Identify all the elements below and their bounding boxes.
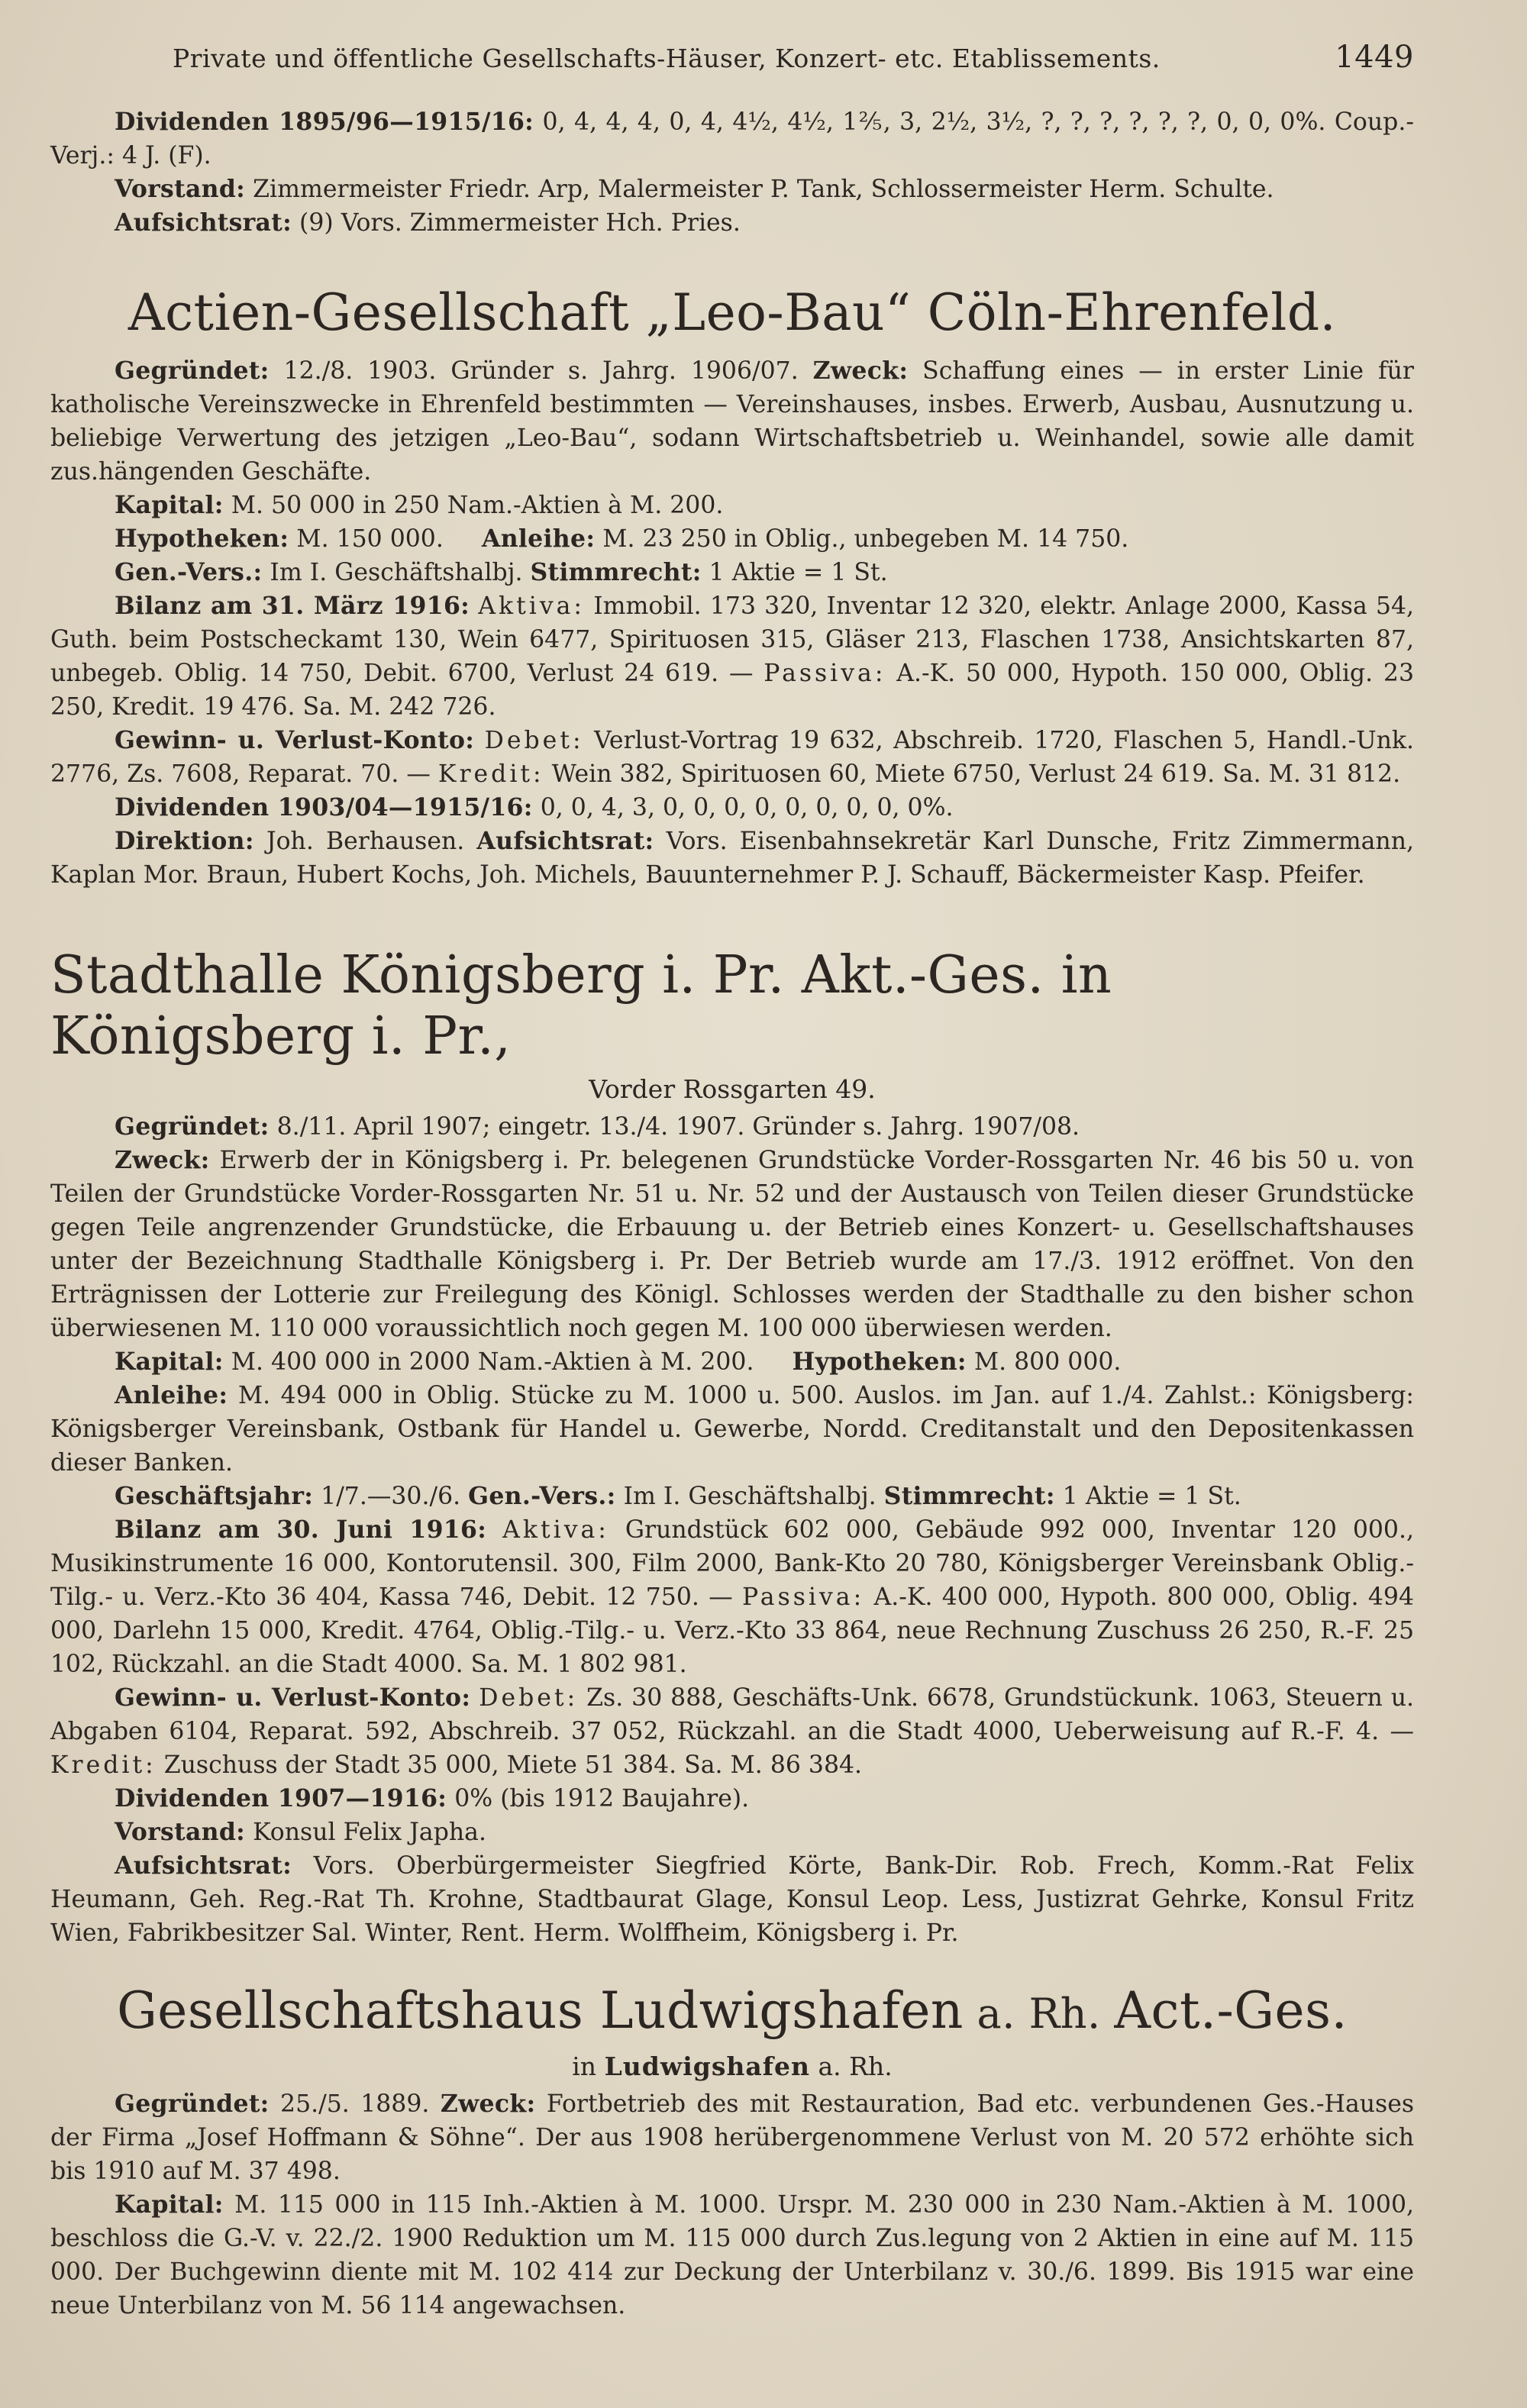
mortgage-text: M. 150 000. <box>289 525 451 553</box>
purpose-label: Zweck: <box>115 1146 210 1174</box>
direction-label: Direktion: <box>115 827 254 855</box>
supervisory-label: Aufsichtsrat: <box>115 1851 292 1880</box>
direction-text: Joh. Berhausen. <box>253 828 477 855</box>
capital-label: Kapital: <box>115 1348 224 1376</box>
fiscal-year-paragraph <box>50 1480 1414 1513</box>
balance-paragraph <box>50 589 1414 724</box>
mortgage-text: M. 800 000. <box>966 1348 1122 1376</box>
dividends-paragraph <box>50 105 1414 173</box>
entry-title <box>50 1980 1414 2045</box>
supervisory-paragraph <box>50 206 1414 240</box>
page-number: 1449 <box>1335 40 1414 75</box>
dividends-paragraph <box>50 1782 1414 1816</box>
title-end: Act.-Ges. <box>1114 1981 1348 2040</box>
debit-label: Debet: <box>484 727 584 754</box>
supervisory-label: Aufsichtsrat: <box>476 827 654 855</box>
founded-text: 25./5. 1889. <box>269 2090 441 2118</box>
credit-label: Kredit: <box>437 760 544 788</box>
supervisory-text: (9) Vors. Zimmermeister Hch. Pries. <box>292 209 741 237</box>
balance-label: Bilanz am 31. März 1916: <box>115 592 470 620</box>
vote-label: Stimmrecht: <box>883 1482 1055 1510</box>
fiscal-year-label: Geschäftsjahr: <box>115 1482 314 1510</box>
mortgage-paragraph <box>50 522 1414 556</box>
gv-text: Im I. Geschäftshalbj. <box>615 1483 884 1510</box>
debit-text: Verlust-Vortrag 19 632, Abschreib. 1720, Flaschen 5, Handl.-Unk. 2776, Zs. 7608, Reparat. 70. — <box>50 727 1415 788</box>
dividends-text: 0, 4, 4, 4, 0, 4, 4½, 4½, 1⅖, 3, 2½, 3½, ?, ?, ?, ?, ?, ?, 0, 0, 0%. Coup.-Verj.: 4 J. (F). <box>50 108 1414 169</box>
dividends-paragraph <box>50 791 1414 825</box>
entry-stadthalle-koenigsberg <box>50 945 1414 1950</box>
assets-text: Grundstück 602 000, Gebäude 992 000, Inventar 120 000., Musikinstrumente 16 000, Kontorutensil. 300, Film 2000, Bank-Kto 20 780, Königsberger Vereinsbank Oblig.-Tilg.- u. Verz.-Kto 36 404, Kassa 746, Debit. 12 750. — <box>50 1516 1414 1611</box>
balance-paragraph <box>50 1513 1414 1681</box>
entry-title: Stadthalle Königsberg i. Pr. Akt.-Ges. in Königsberg i. Pr., <box>50 945 1112 1067</box>
purpose-text: Erwerb der in Königsberg i. Pr. belegenen Grundstücke Vorder-Rossgarten Nr. 46 bis 50 u. von Teilen der Grundstücke Vorder-Rossgarten Nr. 51 u. Nr. 52 und der Austausch von Teilen dieser Grundstücke gegen Teile angrenzender Grundstücke, die Erbauung u. der Betrieb eines Konzert- u. Gesellschaftshauses unter der Bezeichnung Stadthalle Königsberg i. Pr. Der Betrieb wurde am 17./3. 1912 eröffnet. Von den Erträgnissen der Lotterie zur Freilegung des Königl. Schlosses werden der Stadthalle zu den bisher schon überwiesenen M. 110 000 voraussichtlich noch gegen M. 100 000 überwiesen werden. <box>50 1147 1414 1342</box>
fiscal-year-text: 1/7.—30./6. <box>313 1483 469 1510</box>
gv-label: Gen.-Vers.: <box>468 1482 616 1510</box>
liabilities-text: A.-K. 400 000, Hypoth. 800 000, Oblig. 494 000, Darlehn 15 000, Kredit. 4764, Oblig.-Tilg.- u. Verz.-Kto 33 864, neue Rechnung Zuschuss 26 250, R.-F. 25 102, Rückzahl. an die Stadt 4000. Sa. M. 1 802 981. <box>50 1583 1414 1678</box>
board-label: Vorstand: <box>115 1818 246 1846</box>
credit-text: Zuschuss der Stadt 35 000, Miete 51 384. Sa. M. 86 384. <box>156 1751 863 1779</box>
location-prefix: in <box>572 2051 605 2081</box>
loan-paragraph <box>50 1379 1414 1480</box>
capital-paragraph <box>50 1345 1414 1379</box>
debit-label: Debet: <box>479 1684 579 1712</box>
dividends-label: Dividenden 1895/96—1915/16: <box>115 108 534 136</box>
purpose-label: Zweck: <box>812 357 909 385</box>
assets-text: Immobil. 173 320, Inventar 12 320, elektr. Anlage 2000, Kassa 54, Guth. beim Postscheckamt 130, Wein 6477, Spirituosen 315, Gläser 213, Flaschen 1738, Ansichtskarten 87, unbegeb. Oblig. 14 750, Debit. 6700, Verlust 24 619. — <box>50 592 1415 687</box>
running-header <box>173 40 1414 75</box>
entry-title: Actien-Gesellschaft „Leo-Bau“ Cöln-Ehrenfeld. <box>128 283 1337 342</box>
capital-text: M. 115 000 in 115 Inh.-Aktien à M. 1000. Urspr. M. 230 000 in 230 Nam.-Aktien à M. 1000, beschloss die G.-V. v. 22./2. 1900 Reduktion um M. 115 000 durch Zus.legung von 2 Aktien in eine auf M. 115 000. Der Buchgewinn diente mit M. 102 414 zur Deckung der Unterbilanz v. 30./6. 1899. Bis 1915 war eine neue Unterbilanz von M. 56 114 angewachsen. <box>50 2191 1414 2319</box>
debit-text: Zs. 30 888, Geschäfts-Unk. 6678, Grundstückunk. 1063, Steuern u. Abgaben 6104, Reparat. 592, Abschreib. 37 052, Rückzahl. an die Stadt 4000, Ueberweisung auf R.-F. 4. — <box>50 1684 1414 1745</box>
liabilities-label: Passiva: <box>764 660 886 687</box>
assets-label: Aktiva: <box>478 592 586 620</box>
running-title: Private und öffentliche Gesellschafts-Häuser, Konzert- etc. Etablissements. <box>173 44 1161 73</box>
mortgage-label: Hypotheken: <box>115 525 289 553</box>
balance-label: Bilanz am 30. Juni 1916: <box>115 1515 487 1544</box>
supervisory-paragraph <box>50 1849 1414 1950</box>
board-text: Zimmermeister Friedr. Arp, Malermeister P. Tank, Schlossermeister Herm. Schulte. <box>245 176 1274 203</box>
credit-text: Wein 382, Spirituosen 60, Miete 6750, Verlust 24 619. Sa. M. 31 812. <box>544 760 1401 788</box>
founded-label: Gegründet: <box>115 2090 270 2118</box>
credit-label: Kredit: <box>50 1751 157 1779</box>
title-small: a. Rh. <box>963 1990 1115 2038</box>
capital-label: Kapital: <box>115 2190 224 2219</box>
dividends-label: Dividenden 1907—1916: <box>115 1784 447 1812</box>
dividends-label: Dividenden 1903/04—1915/16: <box>115 793 533 821</box>
loan-text: M. 494 000 in Oblig. Stücke zu M. 1000 u. 500. Auslos. im Jan. auf 1./4. Zahlst.: Königsberg: Königsberger Vereinsbank, Ostbank für Handel u. Gewerbe, Nordd. Creditanstalt und den Depositenkassen dieser Banken. <box>50 1382 1414 1477</box>
board-paragraph <box>50 1816 1414 1849</box>
vote-text: 1 Aktie = 1 St. <box>1054 1483 1241 1510</box>
dividends-text: 0% (bis 1912 Baujahre). <box>447 1785 750 1812</box>
board-paragraph <box>50 173 1414 206</box>
gv-text: Im I. Geschäftshalbj. <box>262 559 531 586</box>
profit-loss-paragraph <box>50 724 1414 791</box>
founded-paragraph <box>50 2087 1414 2188</box>
supervisory-text: Vors. Eisenbahnsekretär Karl Dunsche, Fritz Zimmermann, Kaplan Mor. Braun, Hubert Kochs, Joh. Michels, Bauunternehmer P. J. Schauff, Bäckermeister Kasp. Pfeifer. <box>50 828 1414 889</box>
capital-paragraph <box>50 489 1414 522</box>
assets-label: Aktiva: <box>502 1516 609 1544</box>
supervisory-label: Aufsichtsrat: <box>115 208 292 237</box>
entry-address: Vorder Rossgarten 49. <box>589 1074 876 1104</box>
dividends-text: 0, 0, 4, 3, 0, 0, 0, 0, 0, 0, 0, 0, 0%. <box>532 794 954 821</box>
gv-paragraph <box>50 556 1414 589</box>
location-city: Ludwigshafen <box>604 2051 810 2081</box>
founded-label: Gegründet: <box>115 357 270 385</box>
profit-loss-paragraph <box>50 1681 1414 1782</box>
capital-label: Kapital: <box>115 491 224 519</box>
entry-leo-bau <box>50 282 1414 892</box>
founded-text: 12./8. 1903. Gründer s. Jahrg. 1906/07. <box>269 357 813 385</box>
direction-paragraph <box>50 825 1414 892</box>
profit-loss-label: Gewinn- u. Verlust-Konto: <box>115 1683 471 1712</box>
loan-label: Anleihe: <box>481 525 596 553</box>
gv-label: Gen.-Vers.: <box>115 558 263 586</box>
mortgage-label: Hypotheken: <box>792 1348 967 1376</box>
loan-text: M. 23 250 in Oblig., unbegeben M. 14 750. <box>595 525 1129 553</box>
capital-text: M. 50 000 in 250 Nam.-Aktien à M. 200. <box>223 492 724 519</box>
founded-paragraph <box>50 354 1414 489</box>
liabilities-label: Passiva: <box>742 1583 865 1611</box>
founded-label: Gegründet: <box>115 1112 270 1141</box>
vote-label: Stimmrecht: <box>530 558 702 586</box>
entry-previous-continuation <box>50 105 1414 240</box>
board-text: Konsul Felix Japha. <box>245 1819 486 1846</box>
purpose-label: Zweck: <box>440 2090 536 2118</box>
purpose-text: Fortbetrieb des mit Restauration, Bad etc. verbundenen Ges.-Hauses der Firma „Josef Hoffmann & Söhne“. Der aus 1908 herübergenommene Verlust von M. 20 572 erhöhte sich bis 1910 auf M. 37 498. <box>50 2090 1415 2185</box>
founded-text: 8./11. April 1907; eingetr. 13./4. 1907. Gründer s. Jahrg. 1907/08. <box>269 1113 1080 1141</box>
capital-paragraph <box>50 2188 1414 2322</box>
supervisory-text: Vors. Oberbürgermeister Siegfried Körte, Bank-Dir. Rob. Frech, Komm.-Rat Felix Heumann, Geh. Reg.-Rat Th. Krohne, Stadtbaurat Glage, Konsul Leop. Less, Justizrat Gehrke, Konsul Fritz Wien, Fabrikbesitzer Sal. Winter, Rent. Herm. Wolffheim, Königsberg i. Pr. <box>50 1852 1414 1947</box>
board-label: Vorstand: <box>115 175 246 203</box>
loan-label: Anleihe: <box>115 1381 228 1409</box>
liabilities-text: A.-K. 50 000, Hypoth. 150 000, Oblig. 23 250, Kredit. 19 476. Sa. M. 242 726. <box>50 660 1414 721</box>
purpose-text: Schaffung eines — in erster Linie für katholische Vereinszwecke in Ehrenfeld bestimmten — Vereinshauses, insbes. Erwerb, Ausbau, Ausnutzung u. beliebige Verwertung des jetzigen „Leo-Bau“, sodann Wirtschaftsbetrieb u. Weinhandel, sowie alle damit zus.hängenden Geschäfte. <box>50 357 1414 486</box>
capital-text: M. 400 000 in 2000 Nam.-Aktien à M. 200. <box>223 1348 762 1376</box>
founded-paragraph <box>50 1110 1414 1144</box>
entry-location <box>50 2051 1414 2083</box>
vote-text: 1 Aktie = 1 St. <box>701 559 888 586</box>
location-suffix: a. Rh. <box>810 2051 893 2081</box>
purpose-paragraph <box>50 1144 1414 1345</box>
entry-gesellschaftshaus-ludwigshafen <box>50 1980 1414 2322</box>
profit-loss-label: Gewinn- u. Verlust-Konto: <box>115 726 475 754</box>
title-main: Gesellschaftshaus Ludwigshafen <box>117 1981 964 2040</box>
